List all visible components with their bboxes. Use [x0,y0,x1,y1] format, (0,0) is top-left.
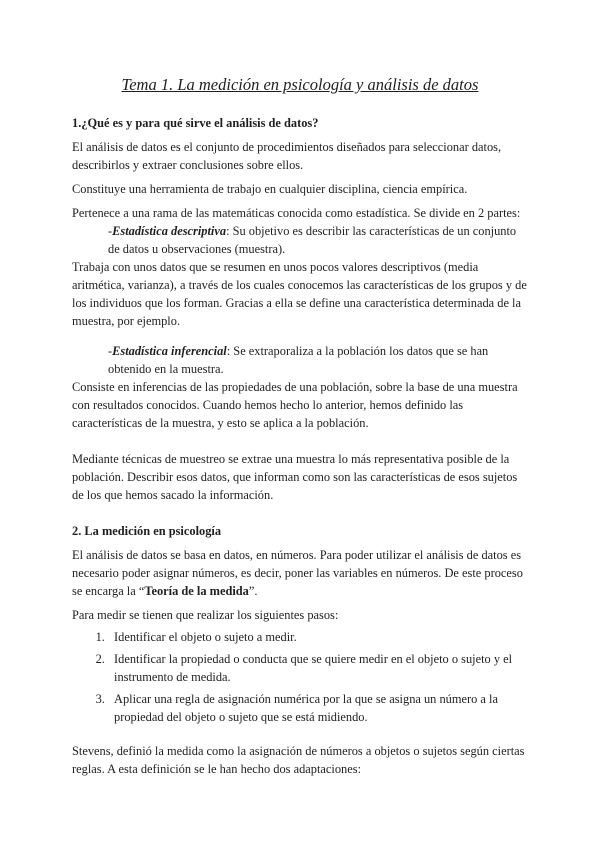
list-item: 2. Identificar la propiedad o conducta que se quiere medir en el objeto o sujeto y el instrumento de medida. [108,650,528,686]
section2-heading: 2. La medición en psicología [72,524,222,538]
inferential-text: : Se extraporaliza a la población los datos que se han obtenido en la muestra. [108,344,489,376]
theory-term: Teoría de la medida [144,584,249,598]
descriptive-definition [72,222,528,258]
dash: - [108,344,113,358]
inferential-definition [72,342,528,378]
paragraph: Mediante técnicas de muestreo se extrae una muestra lo más representativa posible de la población. Describir esos datos, que informan como son las características de esos sujetos de los que hemos sacado la información. [72,452,518,502]
paragraph: El análisis de datos es el conjunto de procedimientos diseñados para seleccionar datos, describirlos y extraer conclusiones sobre ellos. [72,140,502,172]
paragraph [72,546,528,600]
paragraph: Stevens, definió la medida como la asignación de números a objetos o sujetos según ciertas reglas. A esta definición se le han hecho dos adaptaciones: [72,744,525,776]
descriptive-term: Estadística descriptiva [112,224,227,238]
list-item: 1. Identificar el objeto o sujeto a medir. [108,628,528,646]
paragraph: Pertenece a una rama de las matemáticas conocida como estadística. Se divide en 2 partes: [72,206,521,220]
paragraph: Para medir se tienen que realizar los siguientes pasos: [72,608,339,622]
document-title: Tema 1. La medición en psicología y análisis de datos [121,75,479,94]
text: ”. [248,584,258,598]
inferential-term: Estadística inferencial [112,344,227,358]
section1-heading: 1.¿Qué es y para qué sirve el análisis de datos? [72,116,319,130]
dash: - [108,224,113,238]
text: El análisis de datos se basa en datos, en números. Para poder utilizar el análisis de datos es necesario poder asignar números, es decir, poner las variables en números. De este proceso se encarga la “ [72,548,523,598]
paragraph: Constituye una herramienta de trabajo en cualquier disciplina, ciencia empírica. [72,182,468,196]
descriptive-text: : Su objetivo es describir las características de un conjunto de datos u observaciones (muestra). [108,224,517,256]
list-item: 3. Aplicar una regla de asignación numérica por la que se asigna un número a la propiedad del objeto o sujeto que se está midiendo. [108,690,528,726]
paragraph: Trabaja con unos datos que se resumen en unos pocos valores descriptivos (media aritmética, varianza), a través de los cuales conocemos las características de los grupos y de los individuos que los forman. Gracias a ella se define una característica determinada de la muestra, por ejemplo. [72,260,527,328]
paragraph: Consiste en inferencias de las propiedades de una población, sobre la base de una muestra con resultados conocidos. Cuando hemos hecho lo anterior, hemos definido las características de la muestra, y esto se aplica a la población. [72,380,518,430]
steps-list [72,628,528,726]
